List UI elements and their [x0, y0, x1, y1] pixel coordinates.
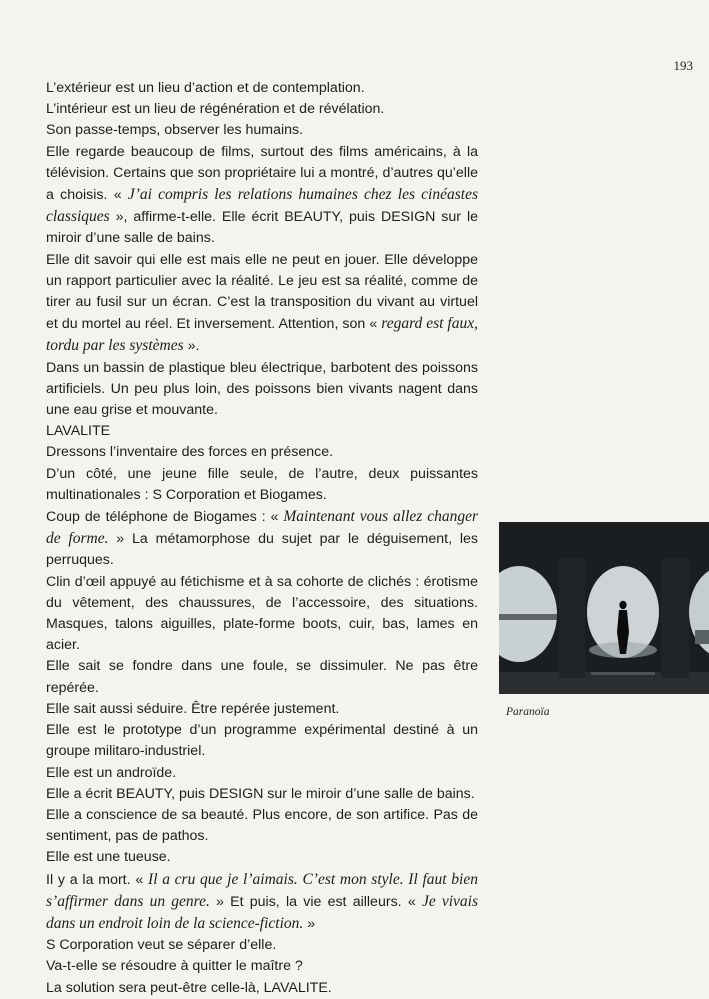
paragraph	[46, 956, 478, 977]
paragraph	[46, 442, 478, 463]
text-run: Elle est un androïde.	[46, 764, 177, 781]
text-run: »	[303, 915, 316, 932]
body-text	[46, 78, 478, 999]
italic-quote: Il a cru que je l’aimais. C’est mon style. Il faut bien s’affirmer dans un genre.	[46, 870, 478, 910]
text-run: », affirme-t-elle. Elle écrit BEAUTY, puis DESIGN sur le miroir d’une salle de bains.	[46, 209, 478, 247]
text-run: Son passe-temps, observer les humains.	[46, 122, 304, 139]
paragraph	[46, 847, 478, 868]
text-run: Elle a conscience de sa beauté. Plus encore, de son artifice. Pas de sentiment, pas de pathos.	[46, 806, 478, 845]
text-run: La solution sera peut-être celle-là, LAVALITE.	[46, 979, 332, 996]
paragraph	[46, 805, 478, 847]
paragraph	[46, 978, 478, 999]
text-run: LAVALITE	[46, 423, 111, 440]
page-number: 193	[673, 58, 693, 73]
paragraph	[46, 869, 478, 936]
text-run: » Et puis, la vie est ailleurs. «	[209, 893, 422, 910]
paragraph	[46, 464, 478, 506]
text-run: S Corporation veut se séparer d’elle.	[46, 937, 277, 954]
paragraph	[46, 506, 478, 572]
text-run: Dans un bassin de plastique bleu électrique, barbotent des poissons artificiels. Un peu plus loin, des poissons bien vivants nagent dans une eau grise et mouvante.	[46, 359, 478, 419]
text-run: D’un côté, une jeune fille seule, de l’autre, deux puissantes multinationales : S Corporation et Biogames.	[46, 465, 478, 503]
paragraph	[46, 421, 478, 442]
paragraph	[46, 784, 478, 805]
text-run: Elle sait se fondre dans une foule, se dissimuler. Ne pas être repérée.	[46, 658, 478, 696]
italic-quote: regard est faux, tordu par les systèmes	[46, 315, 478, 355]
paragraph	[46, 720, 478, 762]
text-run: » La métamorphose du sujet par le déguisement, les perruques.	[46, 531, 478, 569]
text-run: ».	[183, 338, 200, 355]
text-run: Il y a la mort. «	[46, 871, 149, 888]
paragraph	[46, 763, 478, 784]
text-run: Dressons l’inventaire des forces en présence.	[46, 444, 334, 461]
paragraph	[46, 99, 478, 120]
photo-paranoia	[499, 522, 709, 694]
paragraph	[46, 78, 478, 99]
text-run: Elle sait aussi séduire. Être repérée justement.	[46, 700, 340, 717]
text-run: Elle est une tueuse.	[46, 849, 171, 866]
italic-quote: J’ai compris les relations humaines chez les cinéastes classiques	[46, 186, 478, 226]
paragraph	[46, 935, 478, 956]
text-run: Elle regarde beaucoup de films, surtout des films américains, à la télévision. Certains que son propriétaire lui a montré, d’autres qu’elle a choisis. «	[46, 143, 478, 204]
text-run: L’intérieur est un lieu de régénération et de révélation.	[46, 101, 385, 118]
paragraph	[46, 250, 478, 358]
text-run: Clin d’œil appuyé au fétichisme et à sa cohorte de clichés : érotisme du vêtement, des chaussures, de l’accessoire, des situations. Masques, talons aiguilles, plate-forme boots, cuir, bas, lames en acier.	[46, 573, 478, 654]
text-run: L’extérieur est un lieu d’action et de contemplation.	[46, 80, 365, 96]
paragraph	[46, 656, 478, 698]
text-run: Elle est le prototype d’un programme expérimental destiné à un groupe militaro-industriel.	[46, 722, 478, 760]
text-run: Coup de téléphone de Biogames : «	[46, 509, 284, 526]
paragraph	[46, 699, 478, 720]
text-run: Elle a écrit BEAUTY, puis DESIGN sur le miroir d’une salle de bains.	[46, 785, 475, 802]
paragraph	[46, 120, 478, 141]
paragraph	[46, 358, 478, 422]
figure-caption: Paranoïa	[506, 706, 550, 718]
paragraph	[46, 572, 478, 657]
text-run: Elle dit savoir qui elle est mais elle ne peut en jouer. Elle développe un rapport particulier avec la réalité. Le jeu est sa réalité, comme de tirer au fusil sur un écran. C’est la transposition du vivant au virtuel et du mortel au réel. Et inversement. Attention, son «	[46, 251, 478, 333]
paragraph	[46, 142, 478, 250]
text-run: Va-t-elle se résoudre à quitter le maître ?	[46, 958, 303, 975]
italic-quote: Je vivais dans un endroit loin de la science-fiction.	[46, 892, 479, 932]
italic-quote: Maintenant vous allez changer de forme.	[46, 508, 478, 548]
